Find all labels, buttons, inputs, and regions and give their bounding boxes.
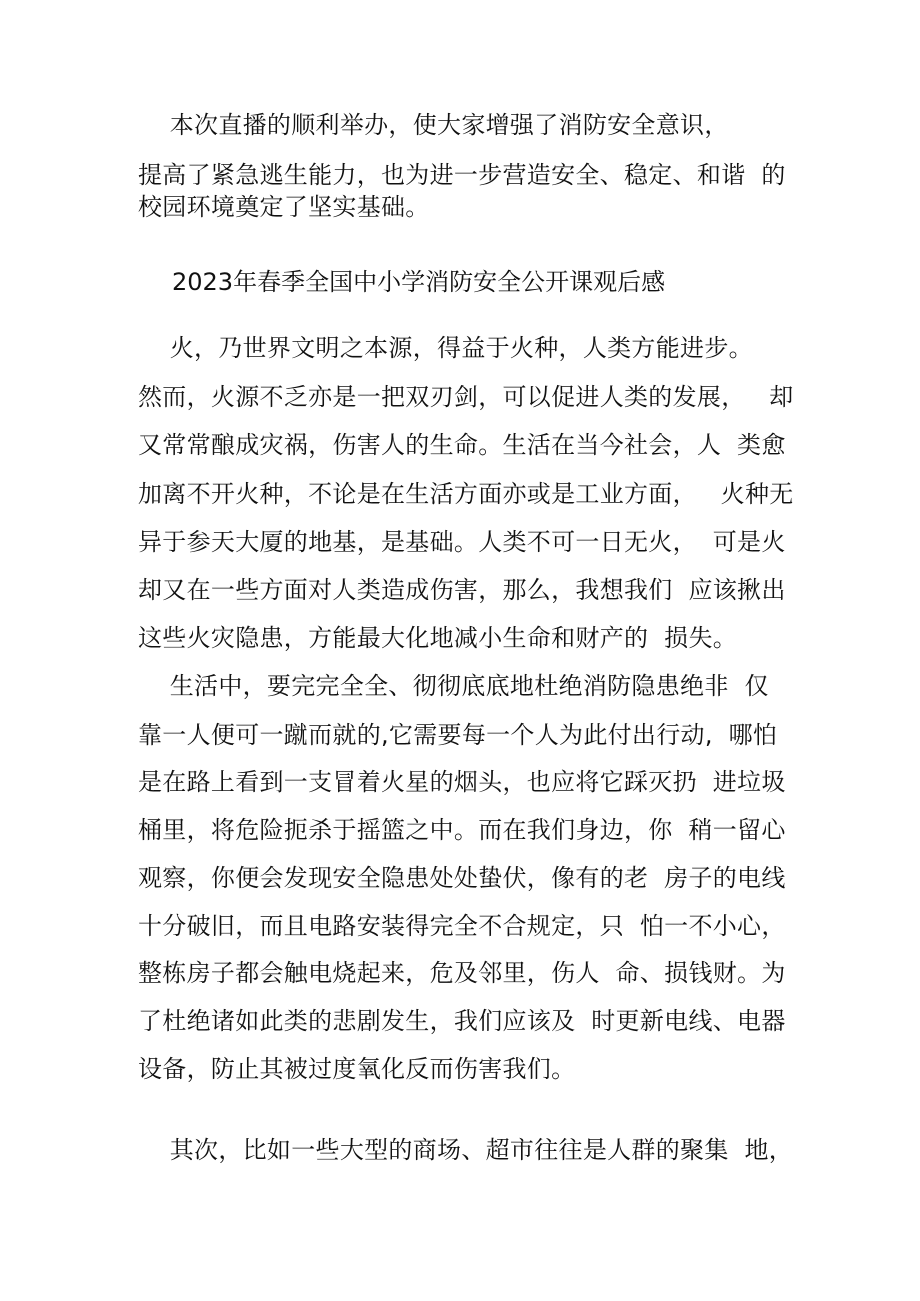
paragraph-line: 其次，比如一些大型的商场、超市往往是人群的聚集 地， bbox=[138, 1136, 794, 1164]
paragraph-line: 加离不开火种，不论是在生活方面亦或是工业方面， 火种无 bbox=[138, 480, 794, 508]
intro-line: 本次直播的顺利举办，使大家增强了消防安全意识， bbox=[138, 111, 729, 139]
paragraph-line: 整栋房子都会触电烧起来，危及邻里，伤人 命、损钱财。为 bbox=[138, 959, 786, 987]
paragraph-line: 是在路上看到一支冒着火星的烟头，也应将它踩灭扔 进垃圾 bbox=[138, 768, 786, 796]
paragraph-line: 靠一人便可一蹴而就的,它需要每一个人为此付出行动, 哪怕 bbox=[138, 721, 778, 749]
paragraph-line: 生活中，要完完全全、彻彻底底地杜绝消防隐患绝非 仅 bbox=[138, 672, 769, 700]
paragraph-line: 然而，火源不乏亦是一把双刃剑，可以促进人类的发展， 却 bbox=[138, 383, 794, 411]
intro-line: 提高了紧急逃生能力，也为进一步营造安全、稳定、和谐 的 bbox=[138, 161, 786, 189]
paragraph-line: 十分破旧，而且电路安装得完全不合规定，只 怕一不小心， bbox=[138, 912, 786, 940]
paragraph-line: 却又在一些方面对人类造成伤害，那么，我想我们 应该揪出 bbox=[138, 576, 786, 604]
paragraph-line: 火，乃世界文明之本源，得益于火种，人类方能进步。 bbox=[138, 334, 753, 362]
paragraph-line: 设备，防止其被过度氧化反而伤害我们。 bbox=[138, 1055, 576, 1083]
paragraph-line: 观察，你便会发现安全隐患处处蛰伏，像有的老 房子的电线 bbox=[138, 864, 786, 892]
paragraph-line: 又常常酿成灾祸，伤害人的生命。生活在当今社会，人 类愈 bbox=[138, 431, 786, 459]
paragraph-line: 桶里，将危险扼杀于摇篮之中。而在我们身边，你 稍一留心 bbox=[138, 816, 786, 844]
paragraph-line: 了杜绝诸如此类的悲剧发生，我们应该及 时更新电线、电器 bbox=[138, 1007, 786, 1035]
paragraph-line: 异于参天大厦的地基，是基础。人类不可一日无火， 可是火 bbox=[138, 528, 786, 556]
intro-line: 校园环境奠定了坚实基础。 bbox=[138, 193, 430, 221]
paragraph-line: 这些火灾隐患，方能最大化地减小生命和财产的 损失。 bbox=[138, 624, 738, 652]
article-title: 2023年春季全国中小学消防安全公开课观后感 bbox=[172, 268, 666, 296]
